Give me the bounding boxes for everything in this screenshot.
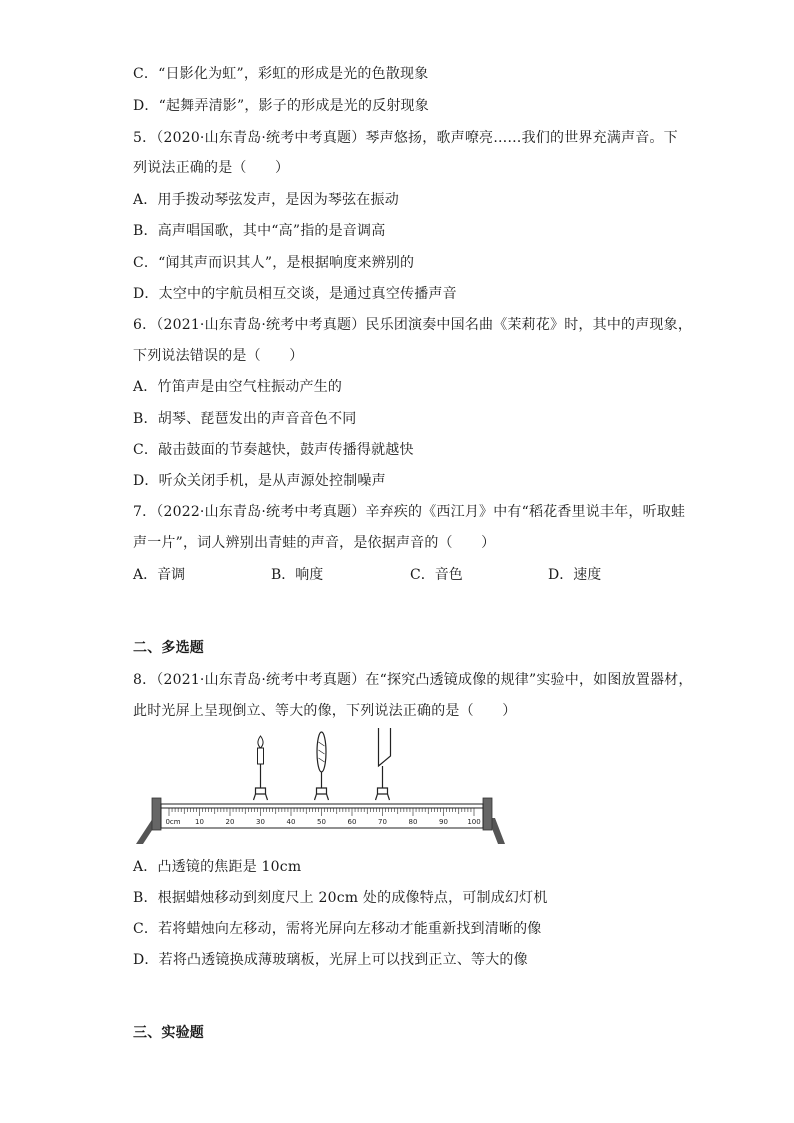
ruler-tick-label: 50 <box>317 818 326 826</box>
light-screen <box>376 728 391 800</box>
ruler-tick-label: 70 <box>378 818 387 826</box>
optical-bench-figure <box>133 728 513 850</box>
section-heading-multiple-choice: 二、多选题 <box>133 640 204 656</box>
q7-option-b: B．响度 <box>271 567 324 583</box>
q6-option-d: D．听众关闭手机，是从声源处控制噪声 <box>133 473 386 489</box>
candle-body <box>258 748 264 764</box>
ruler-tick-label: 80 <box>408 818 418 826</box>
ruler-tick-label: 60 <box>347 818 357 826</box>
q5-option-d: D．太空中的宇航员相互交谈，是通过真空传播声音 <box>133 286 457 302</box>
q4-option-d: D．“起舞弄清影”，影子的形成是光的反射现象 <box>133 98 429 114</box>
ruler-tick-label: 0cm <box>165 818 181 826</box>
ruler-tick-label: 20 <box>225 818 235 826</box>
q7-option-d: D．速度 <box>548 567 602 583</box>
q5-option-b: B．高声唱国歌，其中“高”指的是音调高 <box>133 223 386 239</box>
q8-option-b: B．根据蜡烛移动到刻度尺上 20cm 处的成像特点，可制成幻灯机 <box>133 890 548 906</box>
q6-stem-line-1: 6．（2021·山东青岛·统考中考真题）民乐团演奏中国名曲《茉莉花》时，其中的声现象， <box>133 317 693 333</box>
rail-top <box>161 804 483 808</box>
ruler-tick-label: 10 <box>195 818 204 826</box>
candle-flame <box>258 736 263 748</box>
q7-stem-line-1: 7．（2022·山东青岛·统考中考真题）辛弃疾的《西江月》中有“稻花香里说丰年，听取蛙 <box>133 504 686 520</box>
ruler-tick-label: 100 <box>467 818 481 826</box>
q5-option-c: C．“闻其声而识其人”，是根据响度来辨别的 <box>133 255 415 271</box>
q7-option-c: C．音色 <box>410 567 463 583</box>
convex-lens <box>315 732 329 800</box>
q6-stem-line-2: 下列说法错误的是（ ） <box>133 348 304 364</box>
q6-option-c: C．敲击鼓面的节奏越快，鼓声传播得就越快 <box>133 442 414 458</box>
q7-option-a: A．音调 <box>133 567 186 583</box>
q7-stem-line-2: 声一片”，词人辨别出青蛙的声音，是依据声音的（ ） <box>133 535 496 551</box>
screen-base <box>376 794 390 800</box>
lens-base <box>315 794 329 800</box>
candle-base <box>254 794 268 800</box>
q5-stem-line-1: 5．（2020·山东青岛·统考中考真题）琴声悠扬，歌声嘹亮……我们的世界充满声音。下 <box>133 130 678 146</box>
screen-clamp <box>378 788 388 794</box>
candle-clamp <box>256 788 266 794</box>
ruler-tick-label: 90 <box>439 818 448 826</box>
right-end-post <box>483 798 492 830</box>
screen-panel <box>379 728 391 766</box>
q8-stem-line-1: 8．（2021·山东青岛·统考中考真题）在“探究凸透镜成像的规律”实验中，如图放置器材， <box>133 672 693 688</box>
ruler-tick-label: 40 <box>286 818 296 826</box>
q8-option-d: D．若将凸透镜换成薄玻璃板，光屏上可以找到正立、等大的像 <box>133 952 528 968</box>
q8-option-a: A．凸透镜的焦距是 10cm <box>133 859 302 875</box>
q8-option-c: C．若将蜡烛向左移动，需将光屏向左移动才能重新找到清晰的像 <box>133 921 542 937</box>
q6-option-a: A．竹笛声是由空气柱振动产生的 <box>133 379 343 395</box>
q8-stem-line-2: 此时光屏上呈现倒立、等大的像，下列说法正确的是（ ） <box>133 703 517 719</box>
q6-option-b: B．胡琴、琵琶发出的声音音色不同 <box>133 411 357 427</box>
section-heading-experiment: 三、实验题 <box>133 1025 204 1041</box>
q5-option-a: A．用手拨动琴弦发声，是因为琴弦在振动 <box>133 192 399 208</box>
candle <box>254 736 268 800</box>
left-end-post <box>152 798 161 830</box>
lens-clamp <box>317 788 327 794</box>
q5-stem-line-2: 列说法正确的是（ ） <box>133 160 290 176</box>
ruler-tick-label: 30 <box>256 818 265 826</box>
q4-option-c: C．“日影化为虹”，彩虹的形成是光的色散现象 <box>133 66 429 82</box>
